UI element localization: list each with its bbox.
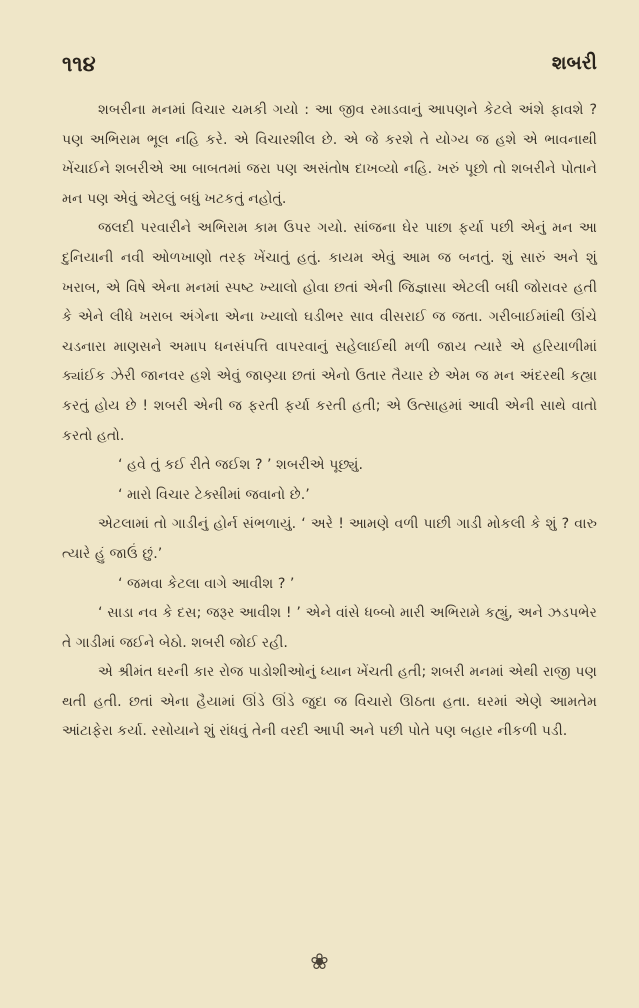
page-number: ૧૧૪	[62, 52, 96, 76]
paragraph-3: એટલામાં તો ગાડીનું હોર્ન સંભળાયું. ‘ અરે ! આમણે વળી પાછી ગાડી મોકલી કે શું ? વારુ ત્યારે હું જાઉં છું.’	[62, 516, 597, 562]
body-text	[62, 96, 597, 747]
dialogue-line-2: ‘ મારો વિચાર ટેક્સીમાં જવાનો છે.’	[118, 486, 310, 503]
paragraph-4: ‘ સાડા નવ કે દસ; જરૂર આવીશ ! ’ એને વાંસે ધબ્બો મારી અભિરામે કહ્યું, અને ઝડપભેર તે ગાડીમાં જઈને બેઠો. શબરી જોઈ રહી.	[62, 605, 597, 651]
page-header	[0, 52, 639, 86]
dialogue-line-1: ‘ હવે તું કઈ રીતે જઈશ ? ’ શબરીએ પૂછ્યું.	[118, 457, 364, 474]
flower-ornament-icon: ❀	[310, 950, 329, 975]
dialogue-line-3: ‘ જમવા કેટલા વાગે આવીશ ? ’	[118, 575, 295, 592]
paragraph-1: શબરીના મનમાં વિચાર ચમકી ગયો : આ જીવ રમાડવાનું આપણને કેટલે અંશે ફાવશે ? પણ અભિરામ ભૂલ નહિ કરે. એ વિચારશીલ છે. એ જે કરશે તે યોગ્ય જ હશે એ ભાવનાથી ખેંચાઈને શબરીએ આ બાબતમાં જરા પણ અસંતોષ દાખવ્યો નહિ. ખરું પૂછો તો શબરીને પોતાને મન પણ એવું એટલું બધું ખટકતું નહોતું.	[62, 102, 597, 207]
paragraph-2: જલદી પરવારીને અભિરામ કામ ઉપર ગયો. સાંજના ઘેર પાછા ફર્યા પછી એનું મન આ દુનિયાની નવી ઓળખાણો તરફ ખેંચાતું હતું. કાયમ એવું આમ જ બનતું. શું સારું અને શું ખરાબ, એ વિષે એના મનમાં સ્પષ્ટ ખ્યાલો હોવા છતાં એની જિજ્ઞાસા એટલી બધી જોરાવર હતી કે એને લીધે ખરાબ અંગેના એના ખ્યાલો ઘડીભર સાવ વીસરાઈ જ જતા. ગરીબાઈમાંથી ઊંચે ચડનારા માણસને અમાપ ધનસંપત્તિ વાપરવાનું સહેલાઈથી મળી જાય ત્યારે એ હરિયાળીમાં ક્યાંઈક ઝેરી જાનવર હશે એવું જાણ્યા છતાં એનો ઉતાર તૈયાર છે એમ જ મન અંદરથી કહ્યા કરતું હોય છે ! શબરી એની જ ફરતી ફર્યા કરતી હતી; એ ઉત્સાહમાં આવી એની સાથે વાતો કરતો હતો.	[62, 220, 597, 444]
paragraph-5: એ શ્રીમંત ઘરની કાર રોજ પાડોશીઓનું ધ્યાન ખેંચતી હતી; શબરી મનમાં એથી રાજી પણ થતી હતી. છતાં એના હૈયામાં ઊંડે ઊંડે જુદા જ વિચારો ઊઠતા હતા. ઘરમાં એણે આમતેમ આંટાફેરા કર્યા. રસોયાને શું રાંધવું તેની વરદી આપી અને પછી પોતે પણ બહાર નીકળી પડી.	[62, 664, 597, 740]
running-title: શબરી	[551, 52, 597, 74]
